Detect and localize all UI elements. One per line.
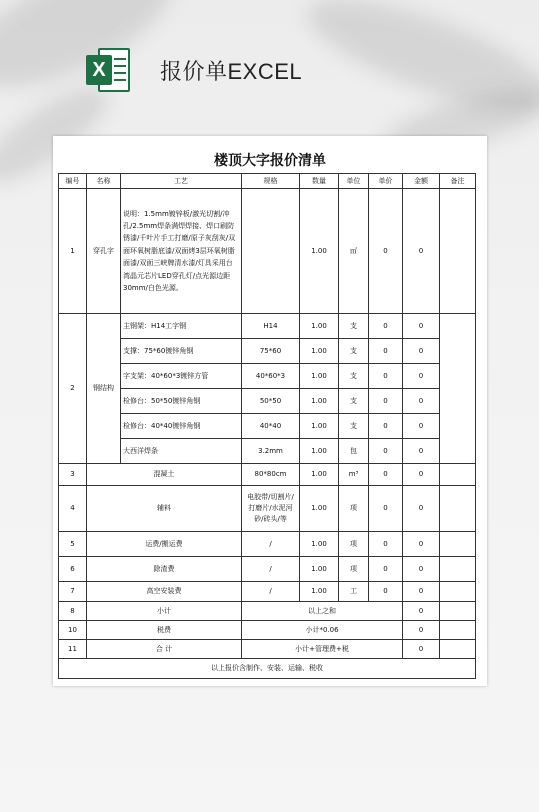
quote-table bbox=[58, 173, 476, 679]
table-row: 6 除渣费 / 1.00 项 0 0 bbox=[59, 557, 476, 582]
table-row: 1 穿孔字 说明：1.5mm镀锌板/激光切割/冲孔/2.5mm焊条满焊焊接、焊口刷防锈漆/千叶片手工打磨/原子灰刮灰/双面环氧树脂底漆/双面烤3层环氧树脂面漆/双面三峡牌清水漆/灯具采用台湾晶元芯片LED穿孔灯/点光源边距30mm/白色光源。 1.00 ㎡ 0 0 bbox=[59, 189, 476, 314]
table-row: 5 运费/搬运费 / 1.00 项 0 0 bbox=[59, 532, 476, 557]
table-header bbox=[59, 174, 476, 189]
col-spec: 规格 bbox=[242, 174, 300, 189]
table-row: 支撑：75*60镀锌角钢 75*60 1.00 支 0 0 bbox=[59, 339, 476, 364]
quote-sheet bbox=[53, 136, 487, 686]
table-row: 检修台：40*40镀锌角钢 40*40 1.00 支 0 0 bbox=[59, 414, 476, 439]
table-row: 大西洋焊条 3.2mm 1.00 包 0 0 bbox=[59, 439, 476, 464]
col-remark: 备注 bbox=[440, 174, 476, 189]
col-no: 编号 bbox=[59, 174, 87, 189]
col-price: 单价 bbox=[369, 174, 403, 189]
table-row: 4 辅料 电胶带/切割片/打磨片/水泥河砂/砖头/等 1.00 项 0 0 bbox=[59, 486, 476, 532]
header bbox=[86, 46, 302, 94]
table-row: 11 合 计 小计+管理费+税 0 bbox=[59, 640, 476, 659]
col-unit: 单位 bbox=[339, 174, 369, 189]
table-row: 3 混凝土 80*80cm 1.00 m³ 0 0 bbox=[59, 464, 476, 486]
table-row: 7 高空安装费 / 1.00 工 0 0 bbox=[59, 582, 476, 602]
excel-icon: X bbox=[86, 46, 130, 94]
table-row: 10 税费 小计*0.06 0 bbox=[59, 621, 476, 640]
doc-title: 楼顶大字报价清单 bbox=[214, 153, 326, 169]
col-qty: 数量 bbox=[300, 174, 339, 189]
table-row: 2 钢结构 主钢架：H14工字钢 H14 1.00 支 0 0 bbox=[59, 314, 476, 339]
footer-note: 以上报价含制作、安装、运输、税收 bbox=[59, 659, 476, 679]
col-craft: 工艺 bbox=[121, 174, 242, 189]
col-amount: 金额 bbox=[403, 174, 440, 189]
col-name: 名称 bbox=[87, 174, 121, 189]
page-title: 报价单EXCEL bbox=[160, 58, 303, 84]
note-row bbox=[59, 659, 476, 679]
table-row: 8 小计 以上之和 0 bbox=[59, 602, 476, 621]
table-row: 检修台：50*50镀锌角钢 50*50 1.00 支 0 0 bbox=[59, 389, 476, 414]
table-row: 字支架：40*60*3镀锌方管 40*60*3 1.00 支 0 0 bbox=[59, 364, 476, 389]
